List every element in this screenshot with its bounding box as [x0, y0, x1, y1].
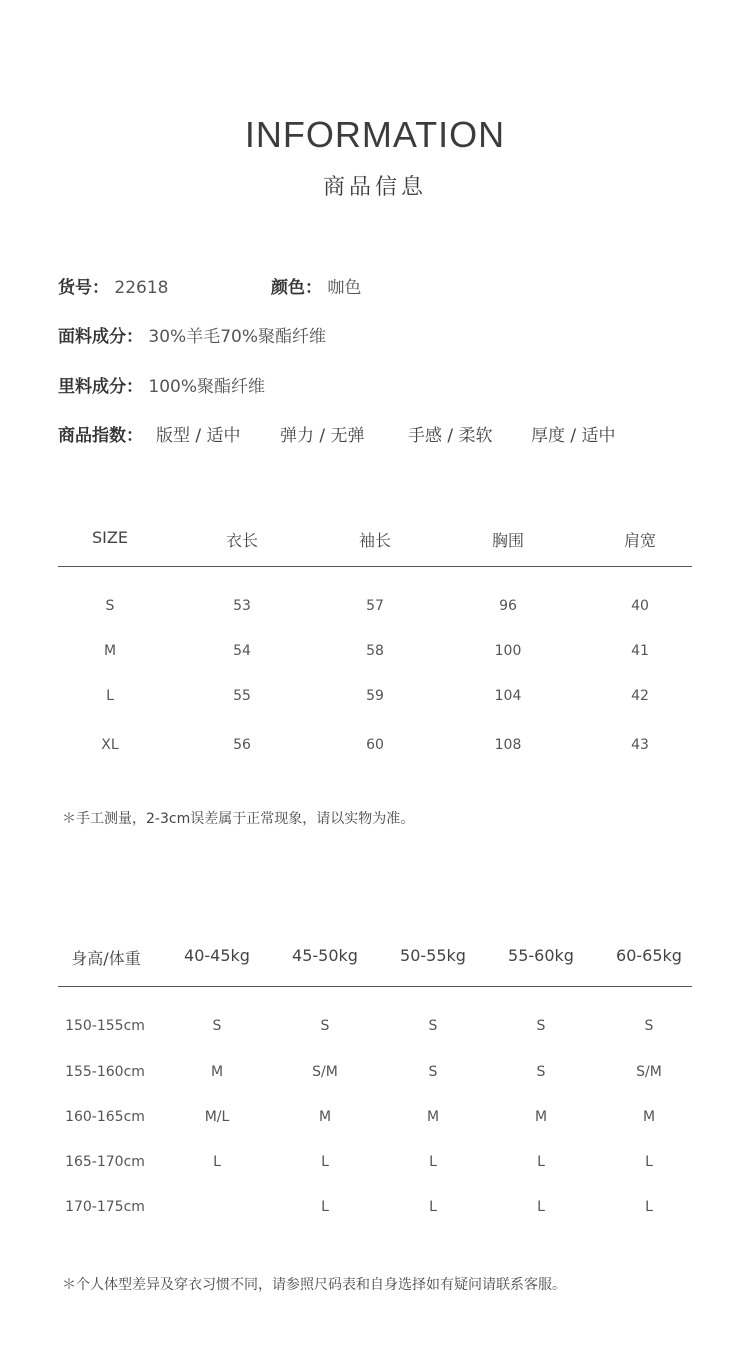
fabric-label: 面料成分：	[58, 327, 143, 347]
table-cell: S	[105, 598, 115, 614]
table-cell: 100	[494, 643, 522, 659]
page-subtitle: 商品信息	[322, 175, 427, 200]
table-cell: 155-160cm	[65, 1064, 145, 1080]
color-row	[271, 273, 361, 298]
fit-header: 60-65kg	[616, 946, 682, 965]
table-cell: S/M	[312, 1064, 338, 1080]
table-cell: 54	[233, 643, 251, 659]
table-cell: 55	[233, 688, 251, 704]
table-cell: S	[536, 1064, 546, 1080]
table-cell: 104	[494, 688, 522, 704]
size-header: 胸围	[491, 531, 525, 550]
table-cell: 59	[366, 688, 384, 704]
table-cell: S	[320, 1018, 330, 1034]
size-header: 肩宽	[623, 531, 657, 550]
table-cell: L	[429, 1199, 437, 1215]
table-cell: M	[103, 643, 117, 659]
table-cell: 53	[233, 598, 251, 614]
size-header: 袖长	[358, 531, 392, 550]
table-cell: M	[426, 1109, 440, 1125]
table-cell: L	[321, 1154, 329, 1170]
size-header: 衣长	[225, 531, 259, 550]
fit-header: 55-60kg	[508, 946, 574, 965]
table-cell: L	[645, 1199, 653, 1215]
table-cell: 150-155cm	[65, 1018, 145, 1034]
fit-header: 身高/体重	[71, 949, 141, 968]
table-cell: 42	[631, 688, 649, 704]
table-cell: 96	[499, 598, 517, 614]
table-cell: 56	[233, 737, 251, 753]
table-cell: M	[534, 1109, 548, 1125]
table-cell: L	[537, 1199, 545, 1215]
size-header: SIZE	[92, 528, 128, 547]
table-cell: M	[642, 1109, 656, 1125]
color-label: 颜色：	[271, 278, 322, 298]
lining-label: 里料成分：	[58, 377, 143, 397]
table-cell: 57	[366, 598, 384, 614]
fabric-value: 30%羊毛70%聚酯纤维	[148, 327, 326, 347]
index-label: 商品指数：	[58, 426, 143, 446]
table-cell: 108	[494, 737, 522, 753]
index-fit: 版型 / 适中	[156, 426, 241, 446]
page-title: INFORMATION	[244, 114, 506, 155]
item-number-value: 22618	[114, 278, 169, 298]
table-cell: 60	[366, 737, 384, 753]
table-cell: M/L	[204, 1109, 230, 1125]
lining-value: 100%聚酯纤维	[148, 377, 266, 397]
table-cell: M	[210, 1064, 224, 1080]
color-value: 咖色	[327, 278, 362, 298]
table-cell: L	[537, 1154, 545, 1170]
fabric-row	[58, 322, 326, 347]
table-cell: L	[321, 1199, 329, 1215]
fit-header: 50-55kg	[400, 946, 466, 965]
table-cell: S	[428, 1064, 438, 1080]
fit-header: 45-50kg	[292, 946, 358, 965]
measurement-note: ＊手工测量，2-3cm误差属于正常现象，请以实物为准。	[62, 811, 415, 827]
item-number-label: 货号：	[58, 278, 109, 298]
table-cell: 170-175cm	[65, 1199, 145, 1215]
table-cell: L	[429, 1154, 437, 1170]
table-cell: 58	[366, 643, 384, 659]
table-cell: S	[644, 1018, 654, 1034]
fit-table-divider	[58, 986, 692, 987]
lining-row	[58, 372, 265, 397]
table-cell: 41	[631, 643, 649, 659]
item-number-row	[58, 273, 169, 298]
fit-note: ＊个人体型差异及穿衣习惯不同，请参照尺码表和自身选择如有疑问请联系客服。	[62, 1277, 566, 1293]
table-cell: 165-170cm	[65, 1154, 145, 1170]
table-cell: 160-165cm	[65, 1109, 145, 1125]
table-cell: M	[318, 1109, 332, 1125]
index-elasticity: 弹力 / 无弹	[280, 426, 365, 446]
table-cell: L	[106, 688, 114, 704]
table-cell: 40	[631, 598, 649, 614]
table-cell: S/M	[636, 1064, 662, 1080]
index-row	[58, 421, 143, 446]
table-cell: S	[536, 1018, 546, 1034]
table-cell: L	[645, 1154, 653, 1170]
index-thickness: 厚度 / 适中	[531, 426, 616, 446]
size-table-divider	[58, 566, 692, 567]
table-cell: L	[213, 1154, 221, 1170]
table-cell: S	[428, 1018, 438, 1034]
table-cell: S	[212, 1018, 222, 1034]
table-cell: XL	[101, 737, 119, 753]
index-feel: 手感 / 柔软	[408, 426, 493, 446]
fit-header: 40-45kg	[184, 946, 250, 965]
table-cell: 43	[631, 737, 649, 753]
